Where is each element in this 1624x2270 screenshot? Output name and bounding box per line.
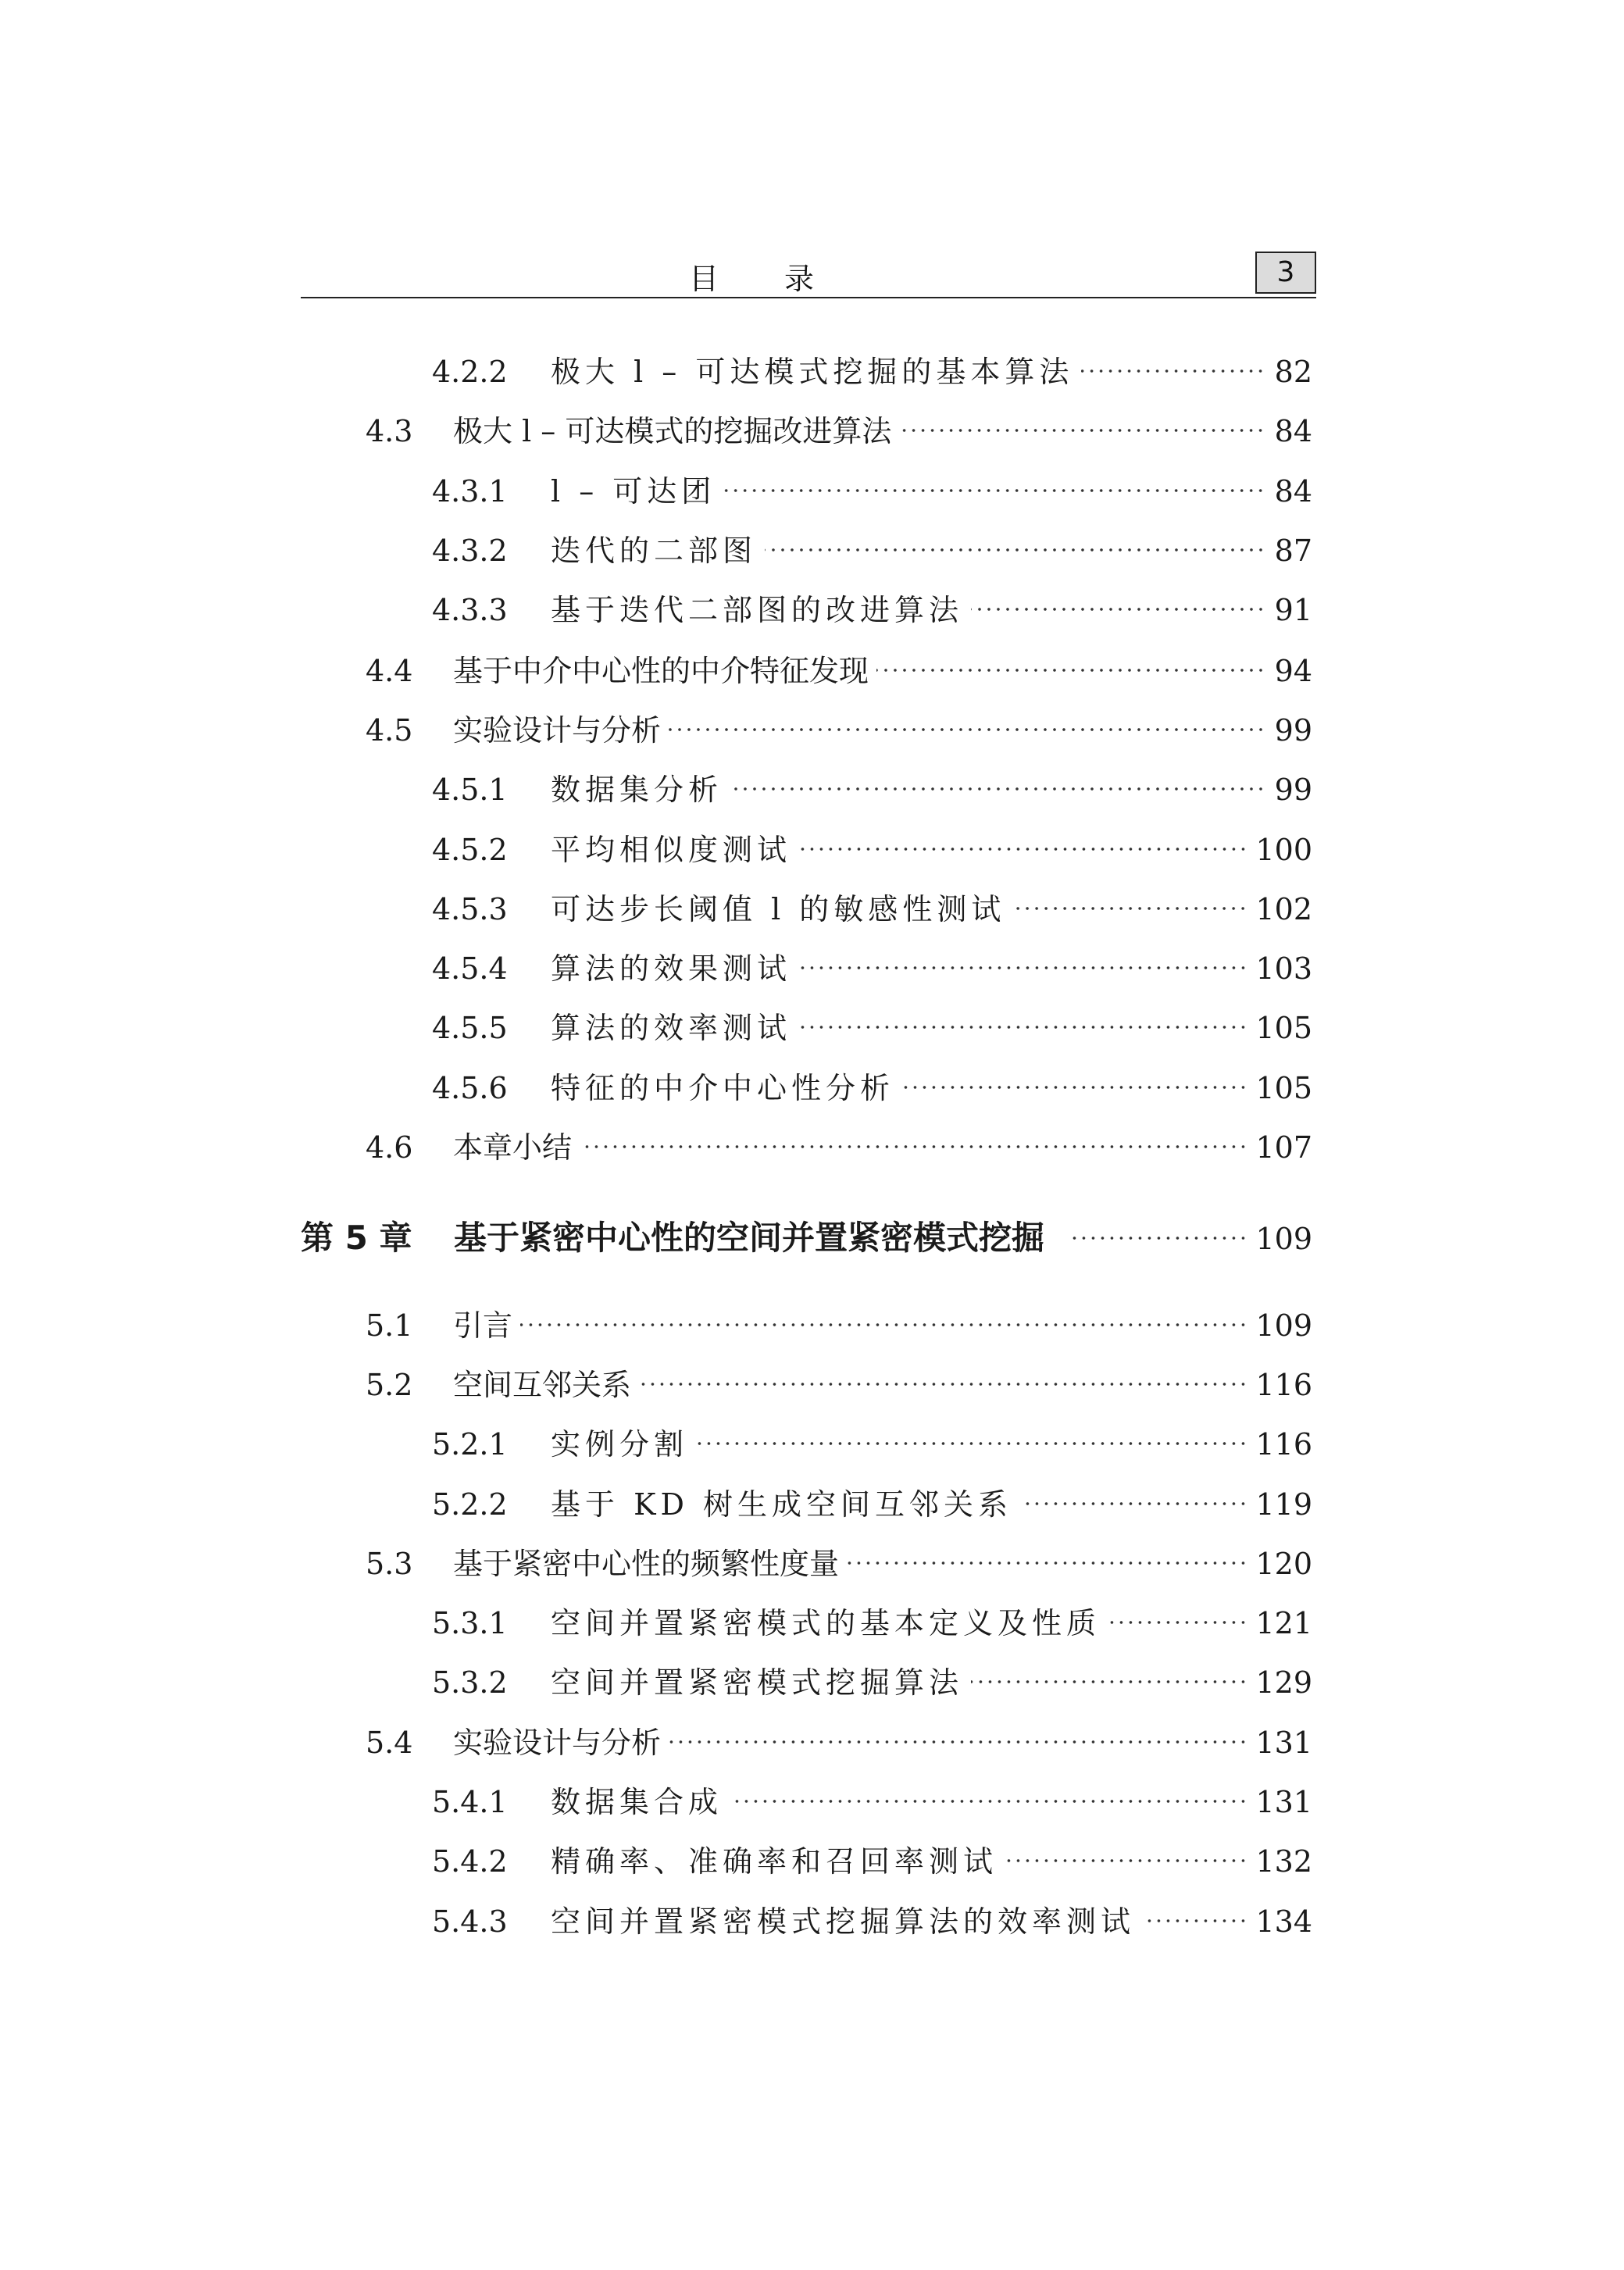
toc-entry[interactable] bbox=[366, 706, 1312, 753]
toc-entry[interactable] bbox=[432, 467, 1312, 514]
toc-entry-title: 数据集分析 bbox=[551, 773, 723, 807]
toc-entry-title: 空间并置紧密模式挖掘算法的效率测试 bbox=[551, 1904, 1136, 1939]
toc-entry-title: 基于中介中心性的中介特征发现 bbox=[453, 654, 869, 688]
toc-entry-number: 4.5.4 bbox=[432, 951, 508, 986]
toc-entry-number: 4.5.6 bbox=[432, 1071, 508, 1105]
toc-entry-page: 100 bbox=[1255, 833, 1312, 867]
toc-entry[interactable] bbox=[366, 1301, 1312, 1348]
toc-entry[interactable] bbox=[432, 526, 1312, 573]
toc-entry[interactable] bbox=[432, 1599, 1312, 1646]
toc-entry[interactable] bbox=[366, 407, 1312, 454]
toc-entry[interactable] bbox=[366, 1361, 1312, 1408]
toc-entry-number: 4.5.5 bbox=[432, 1011, 508, 1045]
toc-entry[interactable] bbox=[432, 1064, 1312, 1111]
toc-entry-number: 4.3.3 bbox=[432, 593, 508, 627]
toc-entry[interactable] bbox=[366, 1540, 1312, 1587]
toc-entry-number: 4.5.2 bbox=[432, 833, 508, 867]
toc-entry-number: 5.4 bbox=[366, 1726, 413, 1760]
toc-entry-title: 算法的效果测试 bbox=[551, 951, 792, 986]
toc-entry[interactable] bbox=[432, 766, 1312, 812]
dot-leader bbox=[730, 775, 1265, 803]
toc-entry-page: 116 bbox=[1255, 1427, 1312, 1462]
toc-entry[interactable] bbox=[432, 586, 1312, 633]
dot-leader bbox=[669, 1728, 1247, 1756]
toc-entry-title: 基于 KD 树生成空间互邻关系 bbox=[551, 1487, 1013, 1522]
toc-entry-page: 102 bbox=[1255, 892, 1312, 926]
toc-entry[interactable] bbox=[432, 826, 1312, 873]
toc-entry-page: 82 bbox=[1274, 355, 1312, 389]
toc-entry-page: 116 bbox=[1255, 1368, 1312, 1402]
toc-entry-title: 基于紧密中心性的频繁性度量 bbox=[453, 1547, 840, 1581]
dot-leader bbox=[1005, 1847, 1247, 1875]
toc-entry-page: 84 bbox=[1274, 414, 1312, 448]
toc-entry-page: 129 bbox=[1255, 1665, 1312, 1700]
toc-entry-page: 84 bbox=[1274, 474, 1312, 509]
dot-leader bbox=[1143, 1907, 1247, 1935]
dot-leader bbox=[639, 1370, 1247, 1398]
running-header bbox=[301, 252, 1316, 298]
toc-entry[interactable] bbox=[432, 1837, 1312, 1884]
toc-entry-number: 4.5.1 bbox=[432, 773, 508, 807]
toc-entry-number: 5.2 bbox=[366, 1368, 413, 1402]
dot-leader bbox=[1068, 1224, 1247, 1252]
toc-entry-page: 87 bbox=[1274, 534, 1312, 568]
toc-entry[interactable] bbox=[432, 1897, 1312, 1944]
dot-leader bbox=[723, 476, 1265, 505]
toc-entry[interactable] bbox=[432, 1658, 1312, 1705]
toc-entry-title: 本章小结 bbox=[453, 1130, 573, 1165]
toc-entry-number: 5.3.1 bbox=[432, 1606, 508, 1640]
toc-entry-number: 4.6 bbox=[366, 1130, 413, 1165]
dot-leader bbox=[902, 1073, 1247, 1101]
dot-leader bbox=[696, 1429, 1247, 1458]
toc-entry-number: 5.3 bbox=[366, 1547, 413, 1581]
toc-entry-number: 4.5 bbox=[366, 713, 413, 748]
toc-entry-title: 空间并置紧密模式挖掘算法 bbox=[551, 1665, 964, 1700]
toc-entry-title: 实验设计与分析 bbox=[453, 713, 662, 748]
toc-entry-page: 107 bbox=[1255, 1130, 1312, 1165]
toc-entry-title: 基于紧密中心性的空间并置紧密模式挖掘 bbox=[454, 1219, 1045, 1257]
toc-entry-title: 精确率、准确率和召回率测试 bbox=[551, 1844, 998, 1879]
toc-entry-page: 119 bbox=[1255, 1487, 1312, 1522]
toc-entry-title: 引言 bbox=[453, 1308, 513, 1343]
dot-leader bbox=[1020, 1490, 1247, 1518]
toc-entry-title: 特征的中介中心性分析 bbox=[551, 1071, 895, 1105]
toc-entry-page: 134 bbox=[1255, 1904, 1312, 1939]
toc-entry-title: 基于迭代二部图的改进算法 bbox=[551, 593, 964, 627]
toc-entry-number: 4.3 bbox=[366, 414, 413, 448]
toc-entry[interactable] bbox=[366, 1123, 1312, 1170]
page-number-box: 3 bbox=[1255, 252, 1316, 294]
toc-entry-page: 132 bbox=[1255, 1844, 1312, 1879]
toc-entry[interactable] bbox=[366, 1719, 1312, 1765]
dot-leader bbox=[899, 416, 1265, 444]
dot-leader bbox=[765, 536, 1265, 564]
toc-entry-number: 5.2.2 bbox=[432, 1487, 508, 1522]
dot-leader bbox=[847, 1549, 1247, 1577]
toc-entry-page: 105 bbox=[1255, 1071, 1312, 1105]
toc-entry-title: 极大 l – 可达模式的挖掘改进算法 bbox=[453, 414, 892, 448]
toc-entry[interactable] bbox=[432, 885, 1312, 932]
toc-entry[interactable] bbox=[432, 348, 1312, 394]
toc-entry-title: 极大 l – 可达模式挖掘的基本算法 bbox=[551, 355, 1074, 389]
dot-leader bbox=[971, 595, 1265, 623]
toc-entry[interactable] bbox=[432, 1004, 1312, 1051]
toc-entry-number: 4.4 bbox=[366, 654, 413, 688]
toc-entry-number: 4.3.2 bbox=[432, 534, 508, 568]
dot-leader bbox=[799, 835, 1247, 863]
toc-entry-number: 5.4.1 bbox=[432, 1785, 508, 1819]
toc-entry-page: 109 bbox=[1255, 1308, 1312, 1343]
dot-leader bbox=[1081, 357, 1265, 385]
toc-entry-title: 数据集合成 bbox=[551, 1785, 723, 1819]
toc-entry-page: 99 bbox=[1274, 773, 1312, 807]
dot-leader bbox=[876, 656, 1265, 684]
toc-entry-title: 空间互邻关系 bbox=[453, 1368, 632, 1402]
toc-entry-page: 91 bbox=[1274, 593, 1312, 627]
toc-entry-page: 99 bbox=[1274, 713, 1312, 748]
dot-leader bbox=[799, 1013, 1247, 1041]
toc-entry[interactable] bbox=[432, 944, 1312, 991]
toc-entry-page: 131 bbox=[1255, 1785, 1312, 1819]
toc-entry-number: 4.5.3 bbox=[432, 892, 508, 926]
toc-entry-title: 可达步长阈值 l 的敏感性测试 bbox=[551, 892, 1006, 926]
dot-leader bbox=[520, 1311, 1247, 1339]
toc-entry-page: 103 bbox=[1255, 951, 1312, 986]
toc-entry-number: 5.4.3 bbox=[432, 1904, 508, 1939]
toc-entry-number: 5.1 bbox=[366, 1308, 413, 1343]
toc-entry-title: 迭代的二部图 bbox=[551, 534, 758, 568]
toc-entry[interactable] bbox=[432, 1480, 1312, 1527]
toc-entry[interactable] bbox=[432, 1420, 1312, 1467]
dot-leader bbox=[669, 716, 1265, 744]
toc-entry-page: 120 bbox=[1255, 1547, 1312, 1581]
toc-entry-page: 131 bbox=[1255, 1726, 1312, 1760]
dot-leader bbox=[580, 1133, 1247, 1161]
toc-entry-title: 实例分割 bbox=[551, 1427, 689, 1462]
toc-entry-number: 5.4.2 bbox=[432, 1844, 508, 1879]
toc-entry[interactable] bbox=[432, 1778, 1312, 1825]
toc-entry-number: 第 5 章 bbox=[301, 1219, 412, 1257]
dot-leader bbox=[1013, 894, 1247, 923]
toc-entry-title: l – 可达团 bbox=[551, 474, 716, 509]
toc-entry-number: 4.2.2 bbox=[432, 355, 508, 389]
toc-entry-title: 空间并置紧密模式的基本定义及性质 bbox=[551, 1606, 1101, 1640]
toc-entry-page: 109 bbox=[1255, 1222, 1312, 1256]
toc-entry-page: 121 bbox=[1255, 1606, 1312, 1640]
toc-entry-title: 实验设计与分析 bbox=[453, 1726, 662, 1760]
toc-entry[interactable] bbox=[366, 647, 1312, 694]
toc-entry-number: 4.3.1 bbox=[432, 474, 508, 509]
dot-leader bbox=[799, 954, 1247, 982]
dot-leader bbox=[971, 1668, 1247, 1696]
header-title: 目 录 bbox=[688, 262, 843, 296]
dot-leader bbox=[730, 1787, 1247, 1815]
toc-entry-title: 算法的效率测试 bbox=[551, 1011, 792, 1045]
toc-entry-title: 平均相似度测试 bbox=[551, 833, 792, 867]
toc-entry-page: 94 bbox=[1274, 654, 1312, 688]
toc-entry-number: 5.3.2 bbox=[432, 1665, 508, 1700]
toc-chapter-entry[interactable] bbox=[301, 1212, 1312, 1259]
toc-entry-page: 105 bbox=[1255, 1011, 1312, 1045]
toc-entry-number: 5.2.1 bbox=[432, 1427, 508, 1462]
dot-leader bbox=[1108, 1608, 1247, 1636]
